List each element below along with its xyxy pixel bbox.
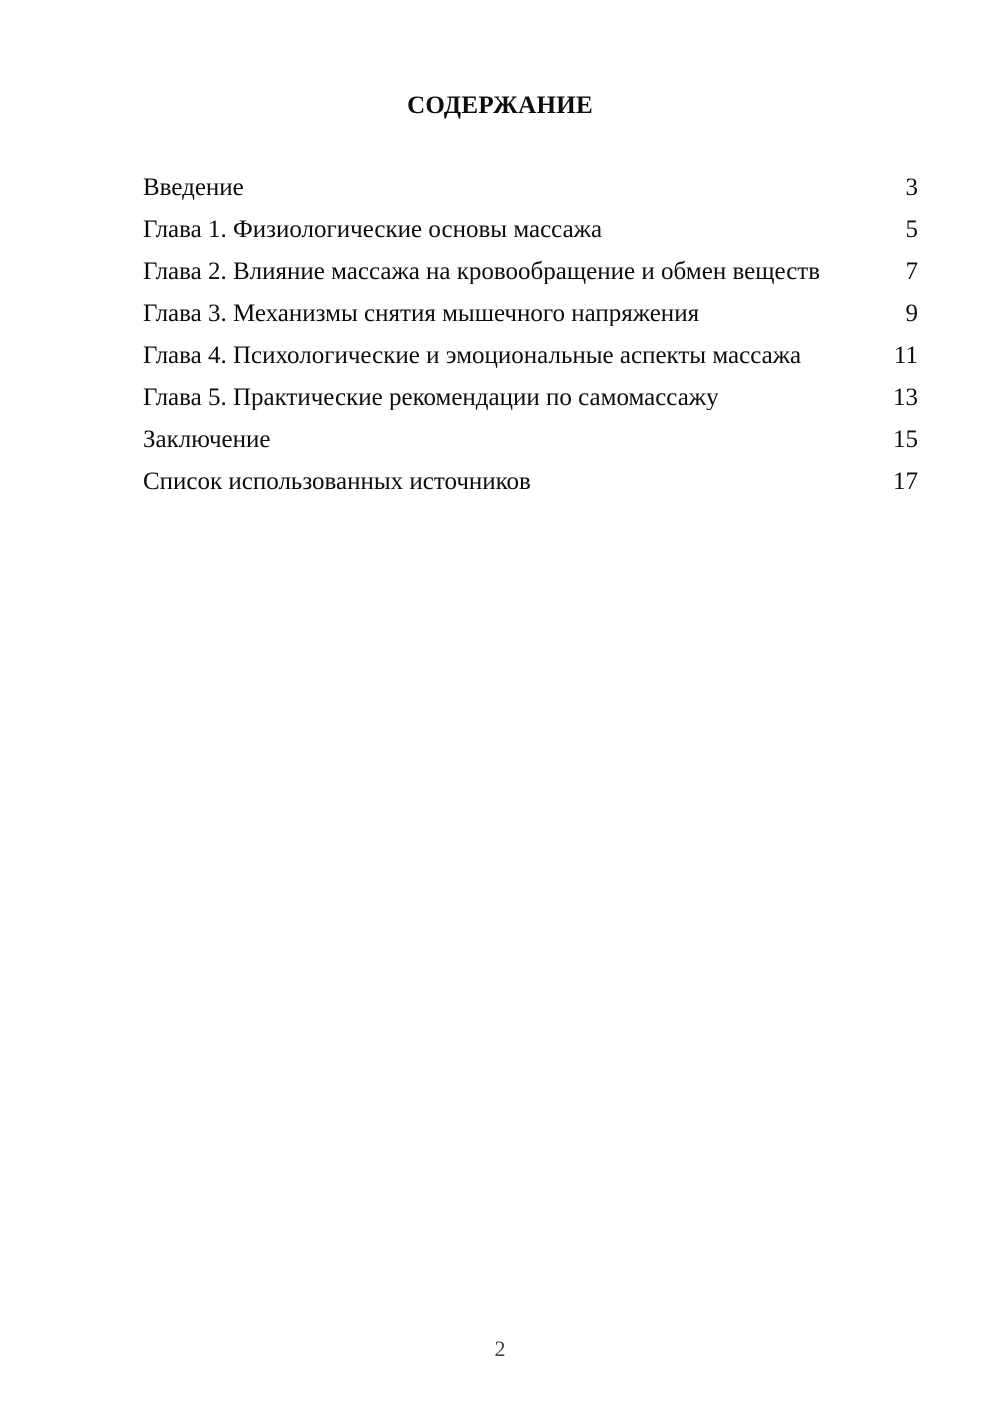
toc-entry-page: 15	[893, 425, 918, 453]
page-footer-number: 2	[494, 1336, 506, 1361]
toc-entry-page: 9	[905, 299, 918, 327]
table-of-contents	[143, 166, 918, 502]
toc-entry-chapter-5[interactable]	[143, 376, 918, 418]
toc-entry-label: Список использованных источников	[143, 468, 531, 494]
page-title: СОДЕРЖАНИЕ	[407, 92, 593, 119]
toc-entry-page: 17	[893, 467, 918, 495]
toc-entry-conclusion[interactable]	[143, 418, 918, 460]
toc-entry-page: 11	[893, 341, 918, 369]
toc-entry-chapter-2[interactable]	[143, 250, 918, 292]
toc-entry-page: 3	[905, 173, 918, 201]
toc-entry-label: Глава 5. Практические рекомендации по самомассажу	[143, 384, 719, 410]
toc-entry-label: Заключение	[143, 426, 271, 452]
toc-entry-label: Глава 3. Механизмы снятия мышечного напряжения	[143, 300, 700, 326]
toc-entry-references[interactable]	[143, 460, 918, 502]
toc-entry-page: 7	[905, 257, 918, 285]
toc-entry-label: Введение	[143, 174, 244, 200]
toc-entry-page: 13	[893, 383, 918, 411]
toc-entry-introduction[interactable]	[143, 166, 918, 208]
toc-entry-chapter-3[interactable]	[143, 292, 918, 334]
toc-entry-chapter-1[interactable]	[143, 208, 918, 250]
toc-entry-label: Глава 1. Физиологические основы массажа	[143, 216, 603, 242]
toc-entry-page: 5	[905, 215, 918, 243]
toc-entry-chapter-4[interactable]	[143, 334, 918, 376]
toc-entry-label: Глава 2. Влияние массажа на кровообращение и обмен веществ	[143, 258, 821, 284]
toc-entry-label: Глава 4. Психологические и эмоциональные аспекты массажа	[143, 342, 802, 368]
